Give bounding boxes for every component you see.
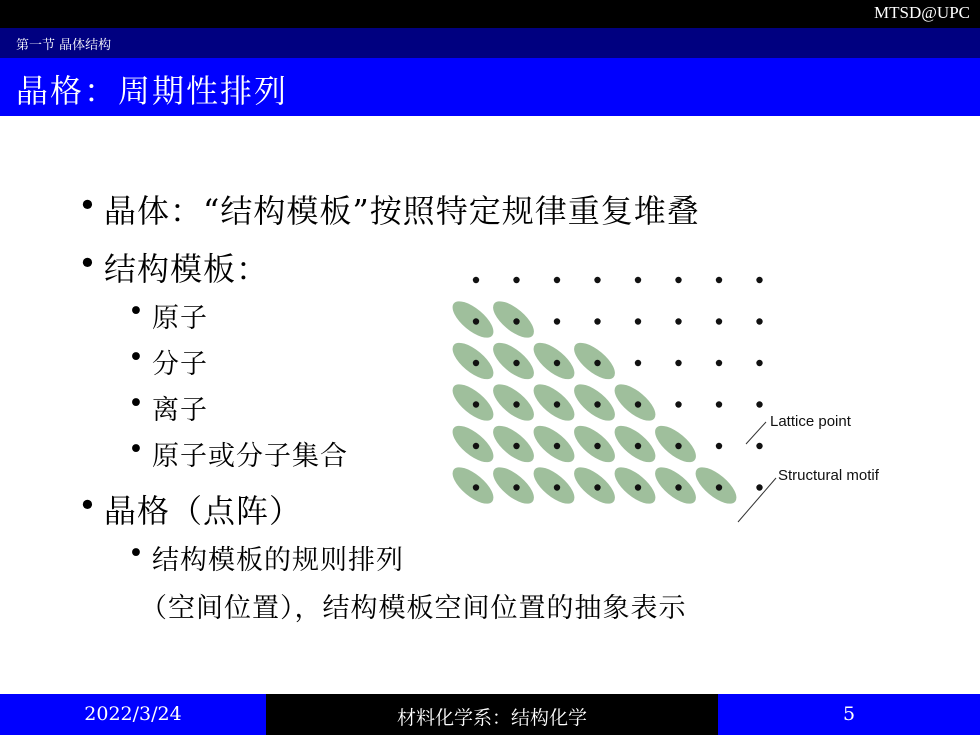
- footer-page-number: 5: [842, 703, 856, 725]
- lattice-point: [513, 443, 519, 449]
- footer-page-box: [718, 694, 980, 735]
- lattice-point: [756, 360, 762, 366]
- lattice-point: [675, 360, 681, 366]
- lattice-point: [594, 360, 600, 366]
- lattice-point: [594, 443, 600, 449]
- lattice-point: [675, 277, 681, 283]
- title-bar: [0, 58, 980, 116]
- footer-date-box: [0, 694, 266, 735]
- lattice-point: [675, 318, 681, 324]
- lattice-point: [635, 360, 641, 366]
- structural-motif: [487, 461, 539, 510]
- lattice-point: [716, 277, 722, 283]
- top-bar: [0, 0, 980, 28]
- lattice-point: [594, 484, 600, 490]
- lattice-point: [675, 401, 681, 407]
- lattice-point: [473, 401, 479, 407]
- lattice-point: [513, 401, 519, 407]
- footer-department: 材料化学系：结构化学: [396, 707, 587, 729]
- lattice-point: [635, 277, 641, 283]
- footer-date: 2022/3/24: [84, 703, 182, 725]
- lattice-point: [756, 401, 762, 407]
- lattice-point: [513, 484, 519, 490]
- lattice-point: [473, 360, 479, 366]
- structural-motif: [487, 337, 539, 386]
- bullet-template-item: • 离子: [152, 388, 208, 427]
- leader-line-lattice-point: [746, 422, 766, 444]
- bullet-template-item: • 原子或分子集合: [152, 434, 348, 473]
- structural-motif: [447, 461, 499, 510]
- structural-motif: [487, 420, 539, 469]
- lattice-point: [554, 484, 560, 490]
- lattice-point: [756, 484, 762, 490]
- lattice-point: [594, 401, 600, 407]
- structural-motif: [609, 461, 661, 510]
- footer-dept-box: [266, 694, 718, 735]
- lattice-point: [513, 318, 519, 324]
- label-structural-motif: Structural motif: [778, 467, 879, 484]
- section-bar: [0, 28, 980, 58]
- structural-motif: [690, 461, 742, 510]
- structural-motif: [528, 461, 580, 510]
- lattice-figure: [440, 264, 920, 544]
- footer: [0, 694, 980, 735]
- lattice-point: [716, 443, 722, 449]
- lattice-point: [756, 443, 762, 449]
- lattice-point: [716, 401, 722, 407]
- lattice-point: [756, 318, 762, 324]
- structural-motif: [568, 337, 620, 386]
- slide-title: 晶格：周期性排列: [16, 72, 289, 110]
- section-label: 第一节 晶体结构: [16, 38, 112, 53]
- lattice-point: [513, 360, 519, 366]
- lattice-point: [716, 484, 722, 490]
- structural-motif: [447, 378, 499, 427]
- lattice-point: [473, 484, 479, 490]
- brand-label: MTSD@UPC: [874, 3, 970, 22]
- structural-motif: [487, 378, 539, 427]
- bullet-lattice-item: • 结构模板的规则排列: [152, 538, 404, 577]
- structural-motif: [447, 295, 499, 344]
- structural-motif: [609, 420, 661, 469]
- lattice-point: [473, 443, 479, 449]
- lattice-point: [554, 360, 560, 366]
- lattice-point: [635, 318, 641, 324]
- bullet-crystal: • 晶体：“结构模板”按照特定规律重复堆叠: [104, 186, 700, 232]
- lattice-point: [756, 277, 762, 283]
- structural-motif-group: [447, 295, 742, 510]
- bullet-template-item: • 分子: [152, 342, 208, 381]
- structural-motif: [447, 420, 499, 469]
- bullet-lattice: • 晶格（点阵）: [104, 486, 302, 532]
- structural-motif: [609, 378, 661, 427]
- structural-motif: [528, 420, 580, 469]
- bullet-lattice-item-continuation: （空间位置），结构模板空间位置的抽象表示: [140, 593, 687, 624]
- structural-motif: [568, 461, 620, 510]
- structural-motif: [447, 337, 499, 386]
- lattice-point: [716, 360, 722, 366]
- lattice-point: [554, 318, 560, 324]
- structural-motif: [649, 420, 701, 469]
- structural-motif: [568, 420, 620, 469]
- lattice-point: [554, 443, 560, 449]
- lattice-point: [473, 318, 479, 324]
- lattice-point: [554, 277, 560, 283]
- bullet-template: • 结构模板：: [104, 244, 269, 290]
- label-lattice-point: Lattice point: [770, 413, 851, 430]
- structural-motif: [487, 295, 539, 344]
- lattice-point: [635, 401, 641, 407]
- lattice-point: [473, 277, 479, 283]
- structural-motif: [649, 461, 701, 510]
- structural-motif: [528, 378, 580, 427]
- lattice-point: [635, 443, 641, 449]
- lattice-point: [554, 401, 560, 407]
- structural-motif: [528, 337, 580, 386]
- lattice-point: [675, 443, 681, 449]
- lattice-point: [513, 277, 519, 283]
- leader-line-structural-motif: [738, 478, 776, 522]
- lattice-point: [675, 484, 681, 490]
- structural-motif: [568, 378, 620, 427]
- lattice-point: [594, 318, 600, 324]
- lattice-point: [635, 484, 641, 490]
- bullet-template-item: • 原子: [152, 296, 208, 335]
- lattice-point: [716, 318, 722, 324]
- lattice-point: [594, 277, 600, 283]
